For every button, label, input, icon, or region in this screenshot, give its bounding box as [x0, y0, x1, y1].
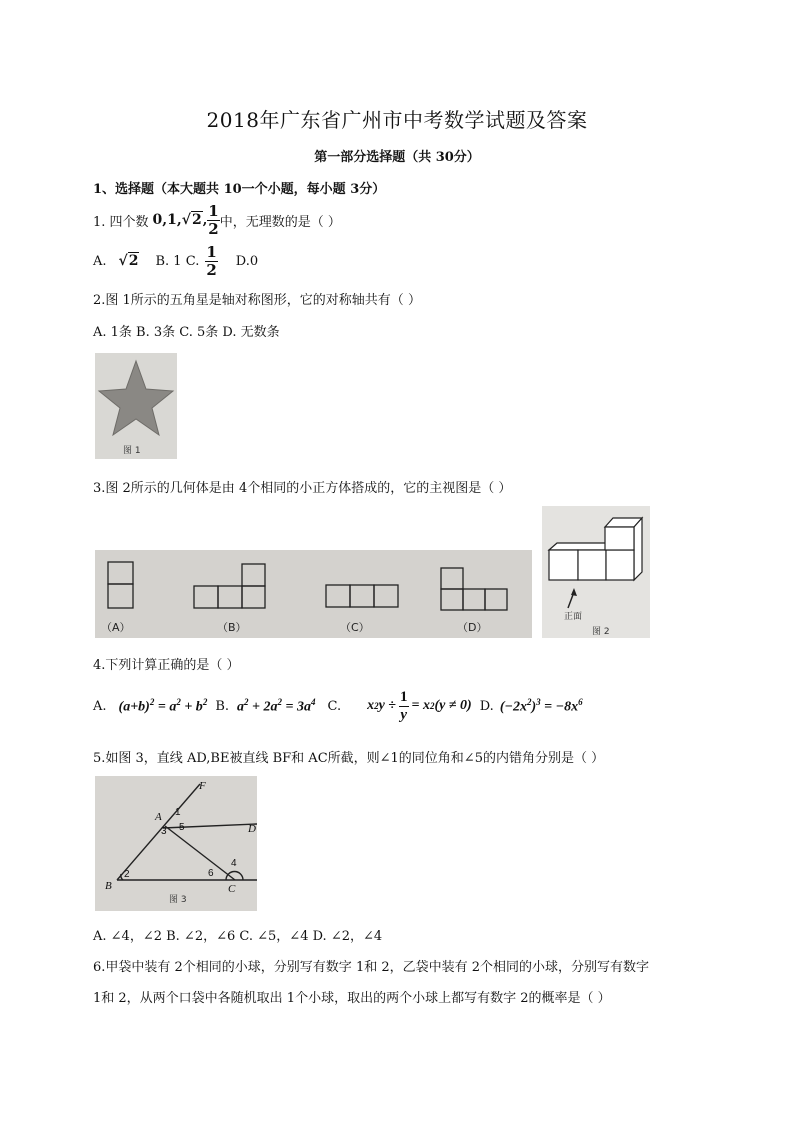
q4-option-c-label: C.	[327, 698, 342, 714]
point-f-label: F	[199, 780, 206, 792]
question-3-options-figure	[95, 550, 532, 638]
q1-prefix: 1. 四个数	[93, 214, 149, 230]
point-d-label: D	[248, 823, 256, 835]
figure-1-label: 图 1	[123, 446, 141, 456]
figure-3-label: 图 3	[169, 895, 187, 905]
q1-numbers: 0,1,	[152, 212, 182, 228]
point-c-label: C	[228, 883, 236, 895]
section-heading: 1、选择题（本大题共 10一个小题，每小题 3分）	[93, 182, 386, 197]
q4-option-b-expr: $a^2 + 2a^2 = 3a^4$	[237, 696, 316, 715]
question-1-options	[93, 243, 258, 279]
question-3: 3.图 2所示的几何体是由 4个相同的小正方体搭成的，它的主视图是（ ）	[93, 481, 512, 496]
q4-option-a-expr: $(a+b)^2 = a^2 + b^2$	[118, 696, 208, 715]
q1-option-bc: B. 1 C.	[155, 253, 200, 269]
q1-option-a: A.	[93, 253, 107, 269]
angle-5-label: 5	[179, 822, 185, 833]
q1-suffix: 中，无理数的是（ ）	[219, 214, 341, 230]
q4-option-b-label: B.	[215, 698, 229, 714]
q1-fraction: $\frac{1}{2}$	[208, 201, 219, 238]
angle-3-label: 3	[161, 826, 167, 837]
figure-2-cubes	[542, 506, 650, 638]
question-6-line-1: 6.甲袋中装有 2个相同的小球，分别写有数字 1和 2，乙袋中装有 2个相同的小球，分别写有数字	[93, 960, 650, 975]
angle-1-label: 1	[175, 807, 181, 818]
option-c-label: （C）	[340, 621, 370, 634]
question-5: 5.如图 3，直线 AD,BE被直线 BF和 AC所截，则∠1的同位角和∠5的内错角分别是（ ）	[93, 751, 605, 766]
option-b-label: （B）	[217, 621, 247, 634]
question-2-options: A. 1条 B. 3条 C. 5条 D. 无数条	[93, 325, 280, 340]
q1-comma: ,	[202, 212, 208, 228]
q1-option-d: D.0	[235, 253, 259, 269]
question-4-options	[93, 684, 583, 728]
figure-1-star	[95, 353, 177, 459]
angle-2-label: 2	[124, 869, 130, 880]
question-5-options: A. ∠4，∠2 B. ∠2，∠6 C. ∠5，∠4 D. ∠2，∠4	[93, 929, 383, 944]
option-a-label: （A）	[101, 621, 131, 634]
angle-4-label: 4	[231, 858, 237, 869]
question-4: 4.下列计算正确的是（ ）	[93, 658, 240, 673]
point-a-label: A	[155, 811, 162, 823]
angle-6-label: 6	[208, 868, 214, 879]
q4-option-c-expr: x 2 y ÷ $\frac{1}{y}$ = x 2 (y ≠ 0)	[367, 688, 472, 723]
q1-sqrt: √2	[181, 212, 202, 228]
q1-option-a-value: √2	[118, 253, 139, 269]
q1-option-c-fraction: $\frac{1}{2}$	[206, 242, 217, 279]
page-title: 2018年广东省广州市中考数学试题及答案	[206, 108, 588, 132]
figure-2-label: 图 2	[592, 627, 610, 637]
part-heading: 第一部分选择题（共 30分）	[314, 150, 480, 165]
q4-option-d-expr: $(-2x^2)^3 = -8x^6$	[499, 696, 583, 715]
point-b-label: B	[105, 880, 112, 892]
question-2: 2.图 1所示的五角星是轴对称图形，它的对称轴共有（ ）	[93, 293, 421, 308]
q4-option-d-label: D.	[479, 698, 494, 714]
question-1	[93, 203, 341, 237]
front-label: 正面	[564, 612, 583, 622]
q4-option-a-label: A.	[93, 698, 107, 714]
figure-3-lines	[95, 776, 257, 911]
question-6-line-2: 1和 2，从两个口袋中各随机取出 1个小球，取出的两个小球上都写有数字 2的概率是（ ）	[93, 991, 611, 1006]
option-d-label: （D）	[457, 621, 488, 634]
